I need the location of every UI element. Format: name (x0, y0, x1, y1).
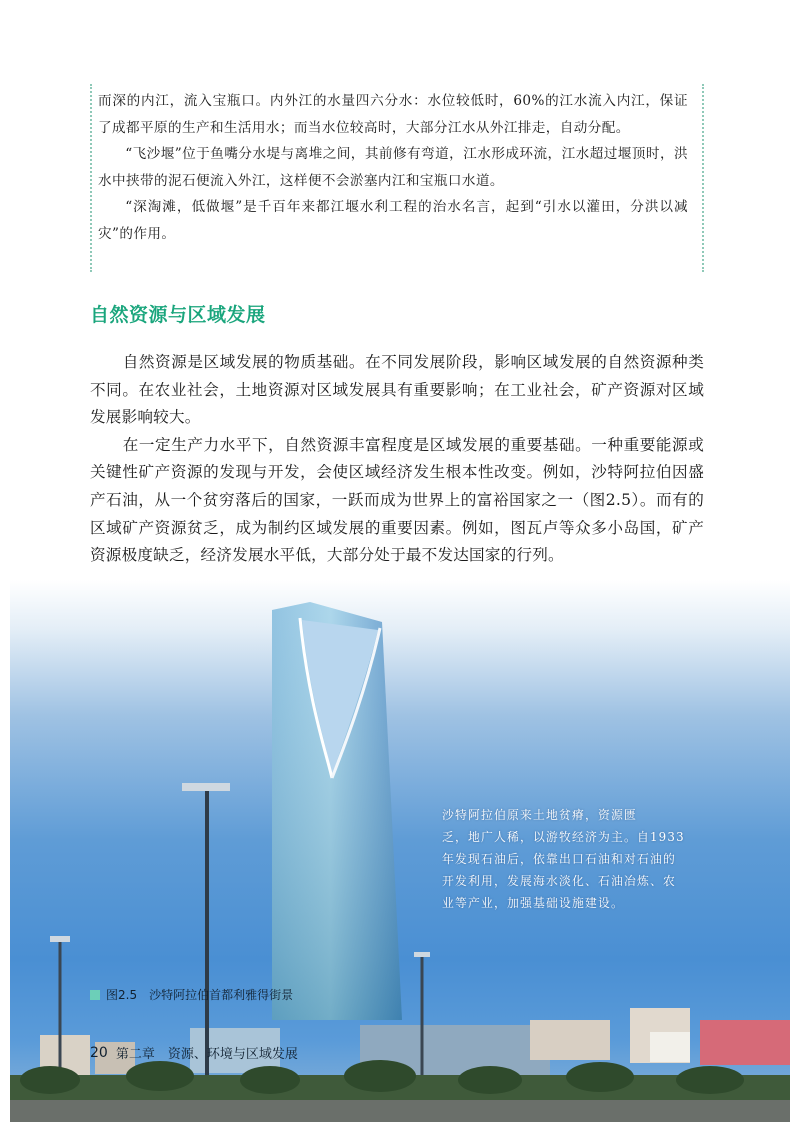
figure-label-text: 图2.5 沙特阿拉伯首都利雅得街景 (106, 988, 294, 1002)
body-text (90, 349, 704, 570)
figure-square-icon (90, 990, 100, 1000)
caption-line: 乏，地广人稀，以游牧经济为主。自1933 (442, 830, 685, 844)
caption-line: 沙特阿拉伯原来土地贫瘠，资源匮 (442, 808, 637, 822)
caption-line: 业等产业，加强基础设施建设。 (442, 896, 624, 910)
riyadh-street-photo (10, 580, 790, 1122)
caption-line: 开发利用，发展海水淡化、石油冶炼、农 (442, 874, 676, 888)
body-paragraph-2: 在一定生产力水平下，自然资源丰富程度是区域发展的重要基础。一种重要能源或关键性矿产资源的发现与开发，会使区域经济发生根本性改变。例如，沙特阿拉伯因盛产石油，从一个贫穷落后的国家，一跃而成为世界上的富裕国家之一（图2.5）。而有的区域矿产资源贫乏，成为制约区域发展的重要因素。例如，图瓦卢等众多小岛国，矿产资源极度缺乏，经济发展水平低，大部分处于最不发达国家的行列。 (90, 435, 704, 565)
box-paragraph-1: 而深的内江，流入宝瓶口。内外江的水量四六分水：水位较低时，60%的江水流入内江，保证了成都平原的生产和生活用水；而当水位较高时，大部分江水从外江排走，自动分配。 (98, 93, 688, 136)
section-title: 自然资源与区域发展 (90, 304, 266, 326)
body-paragraph-1: 自然资源是区域发展的物质基础。在不同发展阶段，影响区域发展的自然资源种类不同。在农业社会，土地资源对区域发展具有重要影响；在工业社会，矿产资源对区域发展影响较大。 (90, 353, 704, 427)
page-number: 20 (90, 1044, 108, 1061)
figure-label (90, 986, 293, 1003)
chapter-title: 第二章 资源、环境与区域发展 (115, 1047, 298, 1062)
box-paragraph-3: “深淘滩，低做堰”是千百年来都江堰水利工程的治水名言，起到“引水以灌田，分洪以减灾”的作用。 (98, 199, 688, 242)
caption-line: 年发现石油后，依靠出口石油和对石油的 (442, 852, 676, 866)
figure-caption-text (442, 804, 722, 914)
box-paragraph-2: “飞沙堰”位于鱼嘴分水堤与离堆之间，其前修有弯道，江水形成环流，江水超过堰顶时，洪水中挟带的泥石便流入外江，这样便不会淤塞内江和宝瓶口水道。 (98, 146, 688, 189)
sidebar-box (90, 84, 704, 272)
page-footer (90, 1043, 298, 1062)
